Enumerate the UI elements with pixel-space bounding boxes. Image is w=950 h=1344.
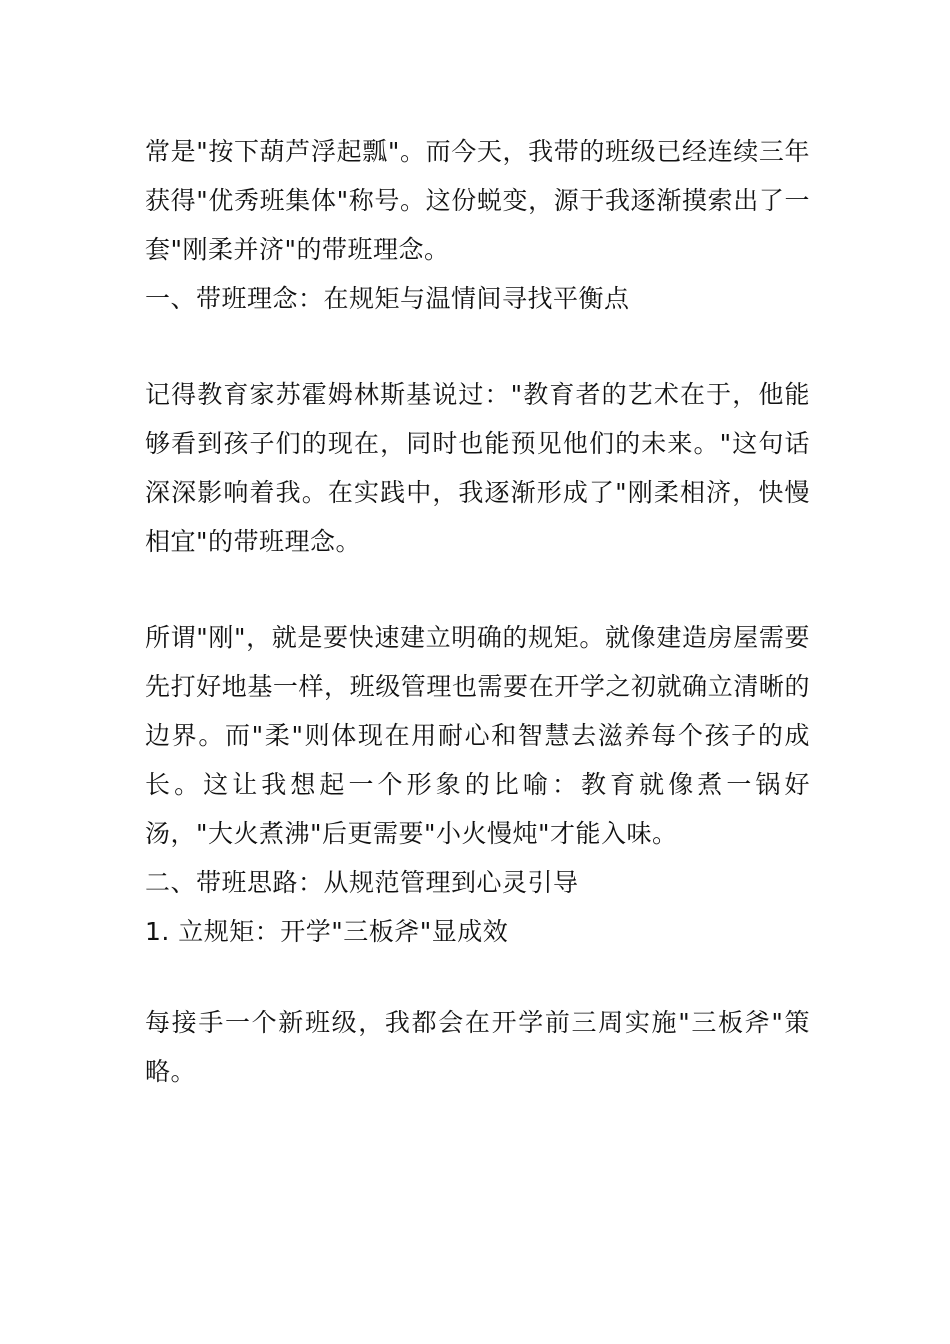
quote-paragraph: 记得教育家苏霍姆林斯基说过："教育者的艺术在于，他能够看到孩子们的现在，同时也能预见他们的未来。"这句话深深影响着我。在实践中，我逐渐形成了"刚柔相济，快慢相宜"的带班理念。 bbox=[145, 380, 810, 556]
intro-paragraph: 常是"按下葫芦浮起瓢"。而今天，我带的班级已经连续三年获得"优秀班集体"称号。这份蜕变，源于我逐渐摸索出了一套"刚柔并济"的带班理念。 bbox=[145, 137, 810, 264]
section-heading-2: 二、带班思路：从规范管理到心灵引导 bbox=[145, 868, 579, 897]
last-paragraph: 每接手一个新班级，我都会在开学前三周实施"三板斧"策略。 bbox=[145, 1008, 810, 1086]
subsection-heading-1: 1. 立规矩：开学"三板斧"显成效 bbox=[145, 917, 509, 946]
document-body bbox=[145, 127, 810, 1096]
gang-rou-paragraph: 所谓"刚"，就是要快速建立明确的规矩。就像建造房屋需要先打好地基一样，班级管理也需要在开学之初就确立清晰的边界。而"柔"则体现在用耐心和智慧去滋养每个孩子的成长。这让我想起一个形象的比喻：教育就像煮一锅好汤，"大火煮沸"后更需要"小火慢炖"才能入味。 bbox=[145, 623, 810, 848]
section-heading-1: 一、带班理念：在规矩与温情间寻找平衡点 bbox=[145, 284, 630, 313]
